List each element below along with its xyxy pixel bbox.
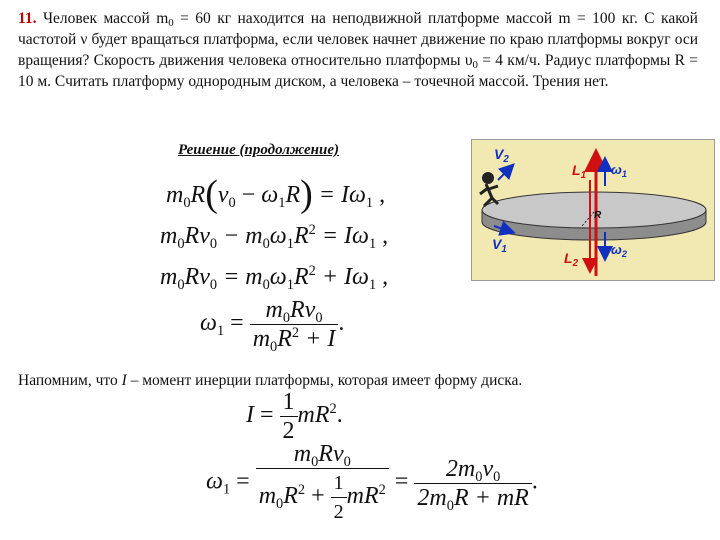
platform-figure [471, 139, 715, 281]
equation-1: $m_0R(v_0 - \omega_1R) = I\omega_1$ , [166, 173, 386, 215]
problem-text-2: = 60 кг находится на неподвижной платформе массой m = 100 кг. С какой частотой ν будет вращаться платформа, если человек начнет движение по краю платформы вокруг оси вращения? Скорость движения человека относительно платформы υ [18, 10, 698, 69]
equation-3: $m_0Rv_0 = m_0\omega_1R^2 + I\omega_1$ , [160, 263, 389, 293]
problem-sub-0: 0 [168, 17, 174, 29]
label-L1: $L_1$ [572, 162, 587, 181]
inertia-formula: I = $\frac{1}{2}$ $mR^2$. [246, 389, 343, 444]
label-R: R [594, 210, 602, 221]
problem-text-3: = 4 км/ч. Радиус платформы R = 10 м. Считать платформу однородным диском, а человека – точечной массой. Трения нет. [18, 52, 698, 90]
label-omega2: $\omega_2$ [611, 242, 627, 259]
person-body [480, 184, 498, 206]
problem-text-1: Человек массой m [36, 10, 169, 27]
problem-sub-1: 0 [472, 59, 478, 71]
v2-arrow [498, 166, 512, 180]
label-v2: $V_2$ [494, 146, 509, 165]
final-formula: $\omega_1$ = $m_0Rv_0$ $m_0R^2$ + $\frac{1}{2}$ $mR^2$ = $\frac{2m_0v_0}{2m_0R + mR}$ . [206, 441, 538, 523]
problem-number: 11. [18, 10, 37, 27]
reminder-text: Напомним, что I – момент инерции платформы, которая имеет форму диска. [18, 372, 523, 389]
equation-4: $\omega_1$ = $\frac{m_0Rv_0}{m_0R^2 + I}$ . [200, 297, 345, 355]
label-v1: $V_1$ [492, 236, 507, 255]
person-head [482, 172, 494, 184]
equation-2: $m_0Rv_0 - m_0\omega_1R^2 = I\omega_1$ , [160, 222, 389, 252]
problem-statement [18, 8, 698, 92]
label-omega1: $\omega_1$ [611, 162, 627, 179]
solution-title: Решение (продолжение) [178, 142, 339, 158]
label-L2: $L_2$ [564, 250, 579, 269]
